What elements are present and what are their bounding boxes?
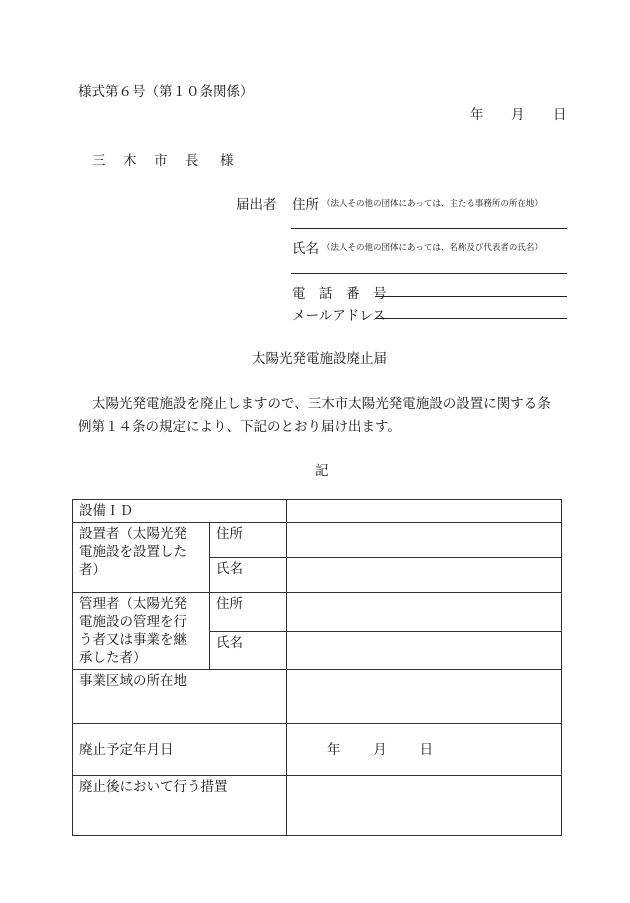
planned-date-day: 日: [419, 741, 434, 758]
table-row: [73, 593, 562, 632]
installer-label: [73, 523, 210, 593]
planned-date-label: 廃止予定年月日: [73, 724, 287, 776]
notification-table: [72, 499, 562, 836]
applicant-name-line[interactable]: [291, 273, 567, 274]
applicant-name-note: （法人その他の団体にあっては、名称及び代表者の氏名）: [322, 243, 543, 253]
installer-label-line: 設置者（太陽光発: [79, 526, 187, 542]
planned-date-value[interactable]: [287, 724, 562, 776]
date-year-label: 年: [470, 107, 484, 123]
installer-address-value[interactable]: [287, 523, 562, 558]
document-title: 太陽光発電施設廃止届: [252, 351, 387, 367]
table-row: [73, 523, 562, 558]
manager-address-value[interactable]: [287, 593, 562, 632]
applicant-phone-label: 電 話 番 号: [292, 286, 387, 302]
measures-value[interactable]: [287, 776, 562, 836]
manager-address-label: 住所: [210, 593, 287, 632]
applicant-address-line[interactable]: [291, 228, 567, 229]
equipment-id-label: 設備ＩＤ: [73, 500, 287, 523]
installer-address-label: 住所: [210, 523, 287, 558]
body-line-1: 太陽光発電施設を廃止しますので、三木市太陽光発電施設の設置に関する条: [92, 396, 551, 412]
manager-label-line: 承した者）: [79, 650, 147, 666]
installer-name-value[interactable]: [287, 558, 562, 593]
equipment-id-value[interactable]: [287, 500, 562, 523]
table-row: [73, 776, 562, 836]
form-number: 様式第６号（第１０条関係）: [78, 84, 254, 100]
applicant-address-label: 住所: [292, 197, 319, 213]
installer-label-line: 者）: [79, 562, 106, 578]
applicant-label: 届出者: [236, 197, 277, 213]
manager-label-line: 電施設の管理を行: [79, 614, 187, 630]
applicant-name-label: 氏名: [292, 241, 319, 257]
planned-date-year: 年: [327, 741, 341, 758]
business-area-value[interactable]: [287, 670, 562, 724]
addressee-name: 三 木 市 長: [92, 153, 201, 169]
manager-name-label: 氏名: [210, 631, 287, 670]
applicant-email-label: メールアドレス: [292, 308, 386, 324]
manager-label-line: 管理者（太陽光発: [79, 596, 187, 612]
date-day-label: 日: [553, 107, 567, 123]
ki-label: 記: [315, 463, 329, 479]
body-line-2: 例第１４条の規定により、下記のとおり届け出ます。: [78, 419, 401, 435]
planned-date-month: 月: [373, 741, 387, 758]
applicant-phone-line[interactable]: [375, 296, 567, 297]
installer-label-line: 電施設を設置した: [79, 544, 187, 560]
table-row: [73, 670, 562, 724]
installer-name-label: 氏名: [210, 558, 287, 593]
table-row: [73, 500, 562, 523]
manager-label-line: う者又は事業を継: [79, 632, 187, 648]
addressee-honorific: 様: [220, 153, 234, 169]
applicant-email-line[interactable]: [375, 318, 567, 319]
manager-name-value[interactable]: [287, 631, 562, 670]
business-area-label: 事業区域の所在地: [73, 670, 287, 724]
applicant-address-note: （法人その他の団体にあっては、主たる事務所の所在地）: [322, 199, 543, 209]
measures-label: 廃止後において行う措置: [73, 776, 287, 836]
date-month-label: 月: [511, 107, 525, 123]
table-row: [73, 724, 562, 776]
manager-label: [73, 593, 210, 670]
